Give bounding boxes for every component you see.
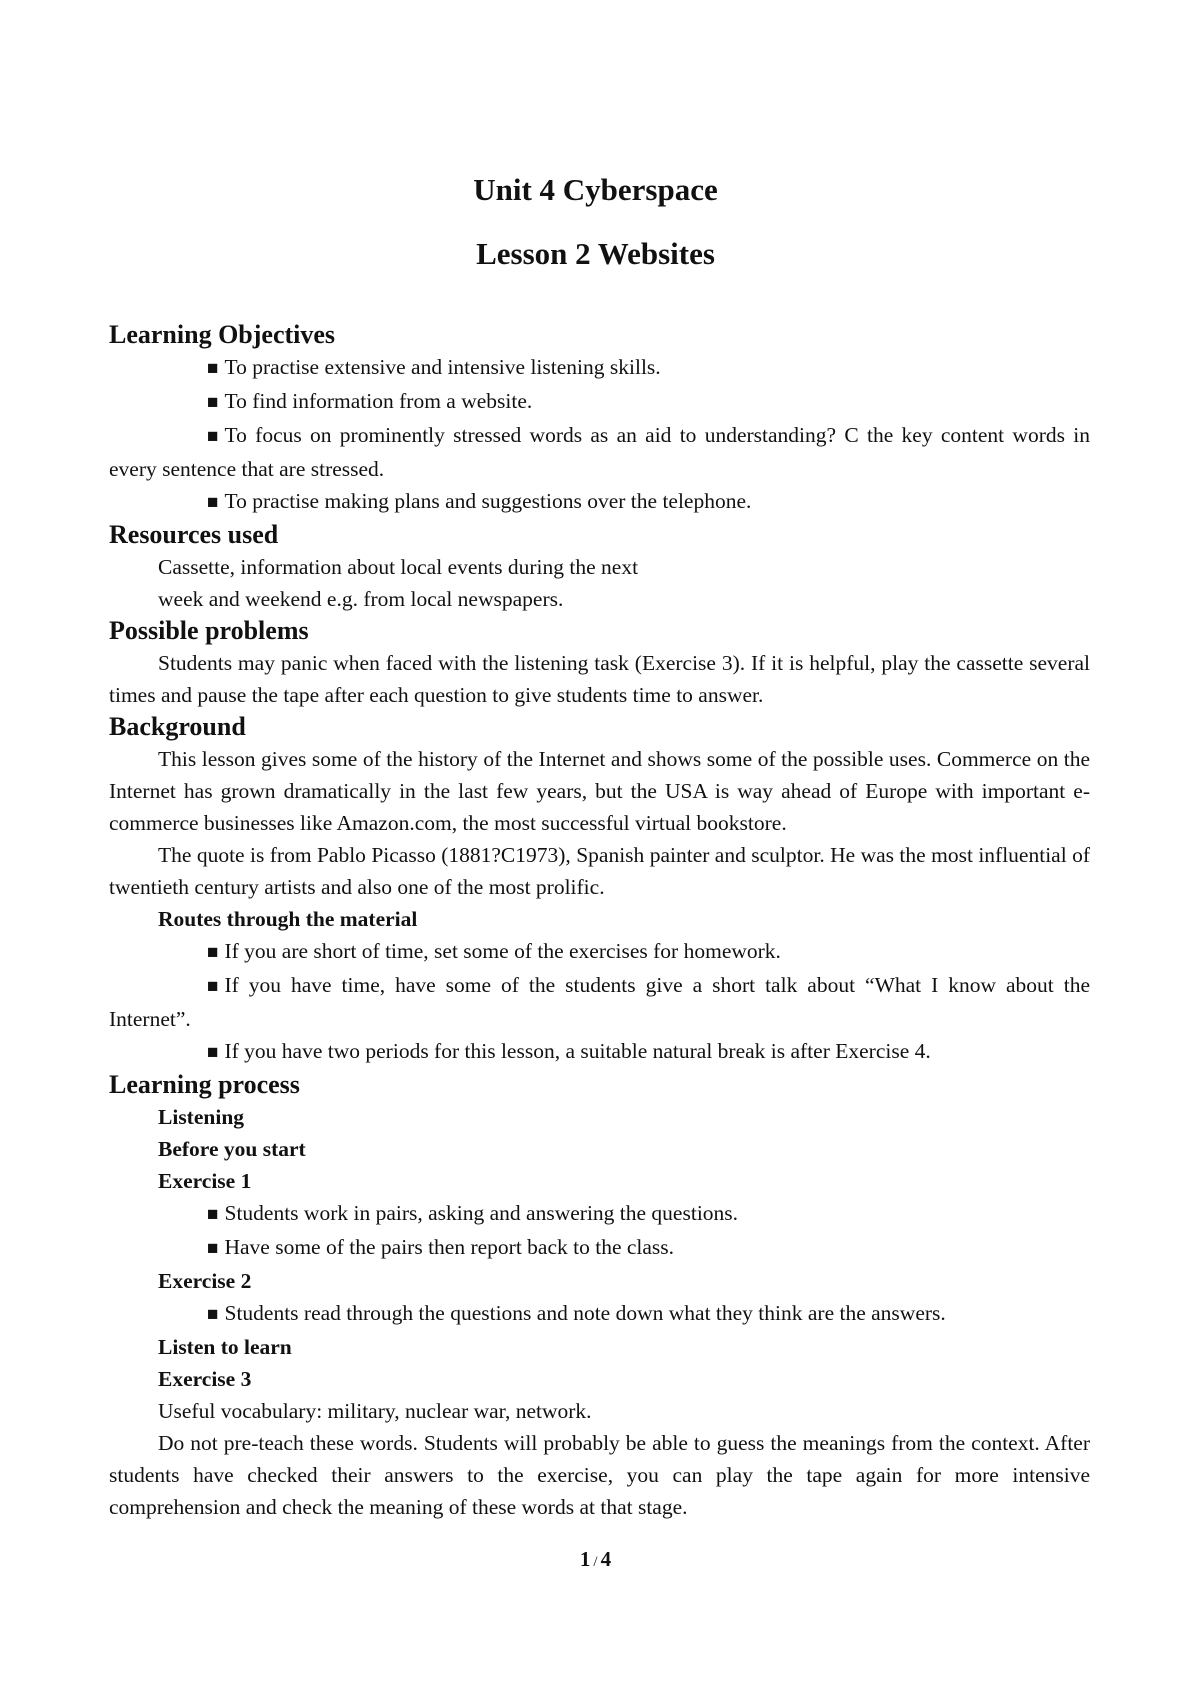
process-heading: Learning process [109,1070,300,1099]
exercise-item: ■ Students read through the questions and note down what they think are the answers. [109,1297,1090,1331]
objective-item: ■ To practise making plans and suggestions over the telephone. [109,485,1090,519]
resources-line: Cassette, information about local events during the next [158,555,639,579]
bullet-icon: ■ [207,976,219,997]
bullet-icon: ■ [207,1304,219,1325]
objective-item: ■ To find information from a website. [109,385,1090,419]
routes-heading: Routes through the material [158,907,418,931]
route-item: ■ If you have time, have some of the students give a short talk about “What I know about the Internet”. [109,973,1090,1031]
page-separator: / [593,1554,598,1570]
objective-item: ■ To focus on prominently stressed words as an aid to understanding? C the key content words in every sentence that are stressed. [109,423,1090,481]
background-heading: Background [109,712,246,741]
bullet-icon: ■ [207,1238,219,1259]
background-paragraph: The quote is from Pablo Picasso (1881?C1973), Spanish painter and sculptor. He was the most influential of twentieth century artists and also one of the most prolific. [109,843,1090,899]
bullet-icon: ■ [207,1204,219,1225]
route-item: ■ If you are short of time, set some of the exercises for homework. [109,935,1090,969]
objectives-heading: Learning Objectives [109,320,336,349]
listening-subheading: Listening [158,1105,245,1129]
exercise-2-heading: Exercise 2 [158,1269,252,1293]
bullet-icon: ■ [207,392,219,413]
doc-subtitle: Lesson 2 Websites [476,236,715,271]
objective-item: ■ To practise extensive and intensive listening skills. [109,351,1090,385]
vocabulary-line: Useful vocabulary: military, nuclear war, network. [158,1399,592,1423]
bullet-icon: ■ [207,1042,219,1063]
total-pages: 4 [600,1547,612,1571]
resources-heading: Resources used [109,520,279,549]
bullet-icon: ■ [207,426,219,447]
before-start-subheading: Before you start [158,1137,306,1161]
bullet-icon: ■ [207,492,219,513]
problems-text: Students may panic when faced with the listening task (Exercise 3). If it is helpful, play the cassette several times and pause the tape after each question to give students time to answer. [109,651,1090,707]
bullet-icon: ■ [207,358,219,379]
exercise-item: ■ Have some of the pairs then report back to the class. [109,1231,1090,1265]
background-paragraph: This lesson gives some of the history of the Internet and shows some of the possible uses. Commerce on the Internet has grown dramatically in the last few years, but the USA is way ahead of Europe with important e-commerce businesses like Amazon.com, the most successful virtual bookstore. [109,747,1090,835]
route-item: ■ If you have two periods for this lesson, a suitable natural break is after Exercise 4. [109,1035,1090,1069]
exercise-3-heading: Exercise 3 [158,1367,252,1391]
exercise-item: ■ Students work in pairs, asking and answering the questions. [109,1197,1090,1231]
page-number [0,1547,1191,1572]
current-page: 1 [579,1547,591,1571]
listen-learn-subheading: Listen to learn [158,1335,292,1359]
doc-title: Unit 4 Cyberspace [473,172,718,207]
exercise-1-heading: Exercise 1 [158,1169,252,1193]
document-body [109,319,1090,1523]
exercise-3-text: Do not pre-teach these words. Students will probably be able to guess the meanings from the context. After students have checked their answers to the exercise, you can play the tape again for more intensive comprehension and check the meaning of these words at that stage. [109,1431,1090,1519]
problems-heading: Possible problems [109,616,309,645]
bullet-icon: ■ [207,942,219,963]
resources-line: week and weekend e.g. from local newspapers. [158,587,564,611]
